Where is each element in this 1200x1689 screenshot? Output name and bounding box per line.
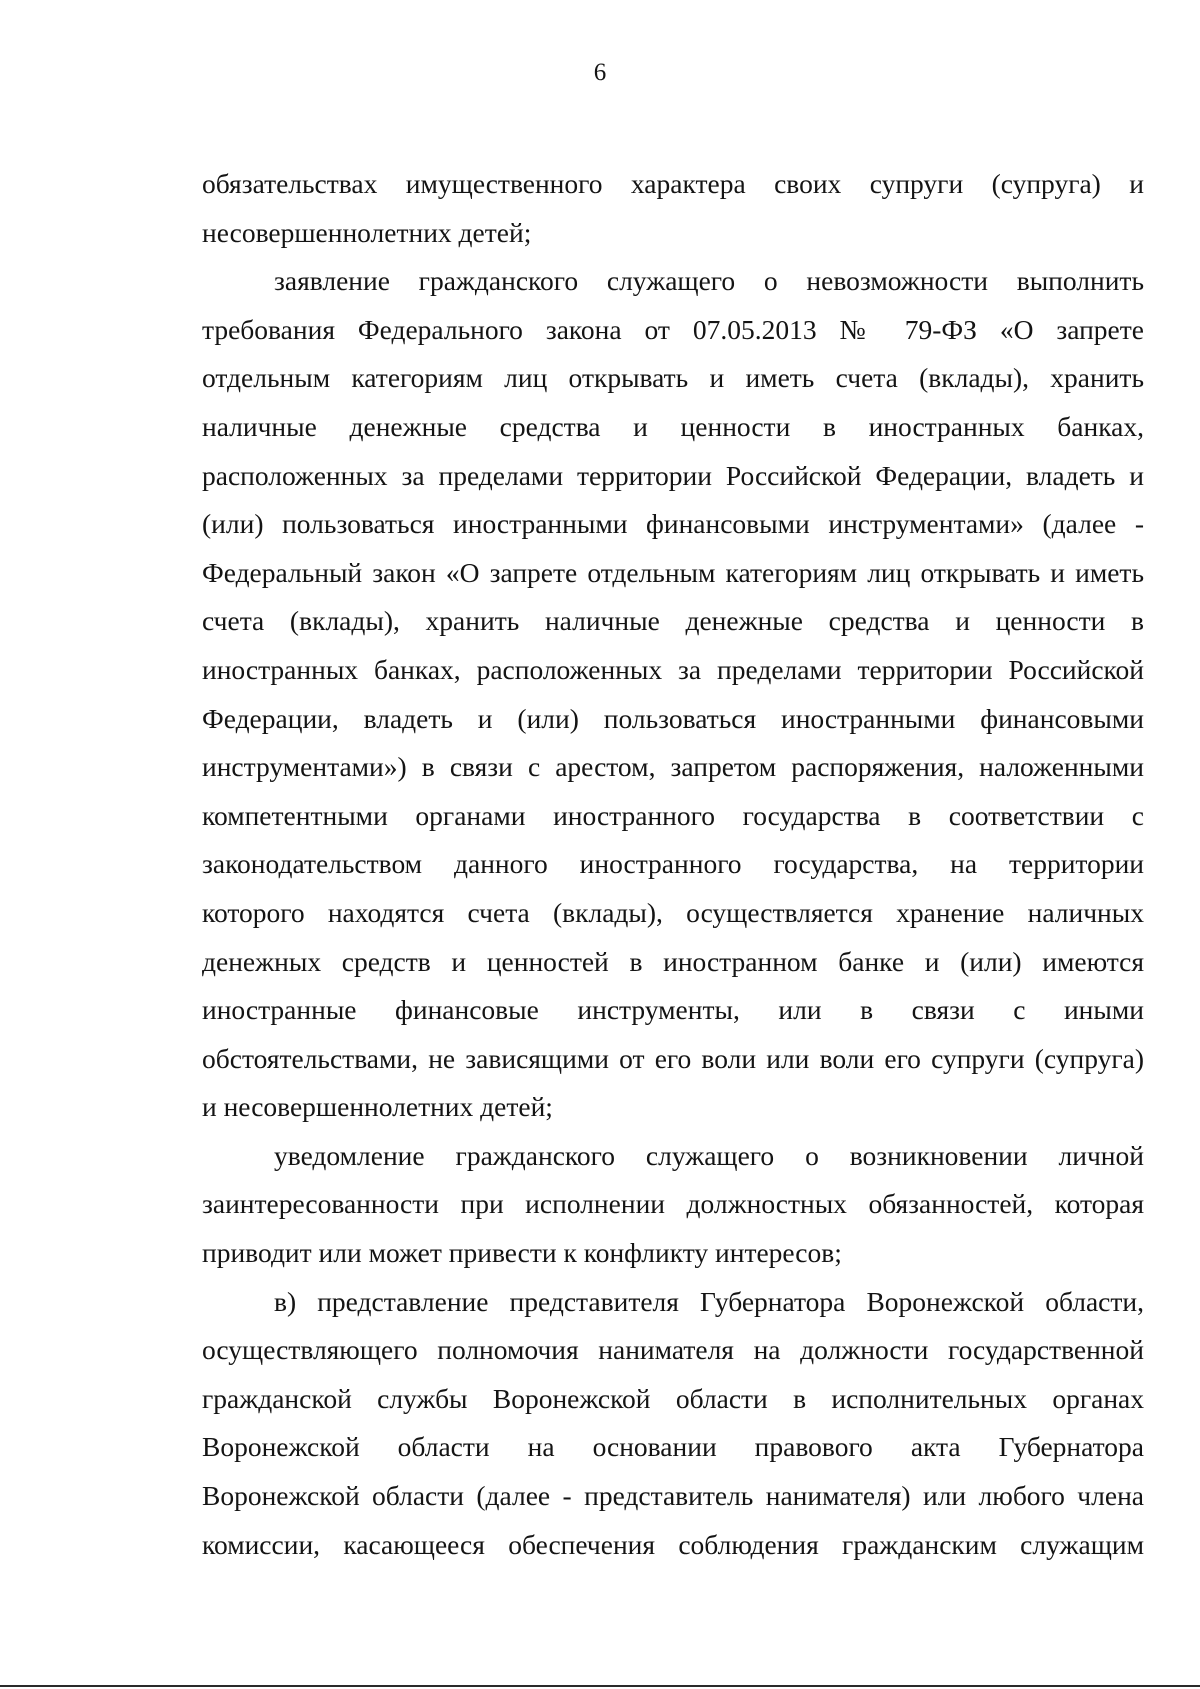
text-line: и несовершеннолетних детей; xyxy=(202,1091,553,1123)
text-line: заявление гражданского служащего о невозможности выполнить xyxy=(274,265,1144,297)
page-number: 6 xyxy=(593,59,607,86)
text-line: инструментами») в связи с арестом, запретом распоряжения, наложенными xyxy=(202,751,1144,783)
paragraph-p3 xyxy=(202,1132,1144,1278)
text-line: отдельным категориям лиц открывать и иметь счета (вклады), хранить xyxy=(202,362,1144,394)
text-line: уведомление гражданского служащего о возникновении личной xyxy=(274,1139,1144,1171)
text-line: денежных средств и ценностей в иностранном банке и (или) имеются xyxy=(202,945,1144,977)
text-line: законодательством данного иностранного государства, на территории xyxy=(202,848,1144,880)
text-line: заинтересованности при исполнении должностных обязанностей, которая xyxy=(202,1188,1144,1220)
text-line: осуществляющего полномочия нанимателя на должности государственной xyxy=(202,1334,1144,1366)
text-line: обстоятельствами, не зависящими от его воли или воли его супруги (супруга) xyxy=(202,1042,1144,1074)
text-line: иностранные финансовые инструменты, или в связи с иными xyxy=(202,994,1144,1026)
text-line: обязательствах имущественного характера своих супруги (супруга) и xyxy=(202,168,1144,199)
text-line: иностранных банках, расположенных за пределами территории Российской xyxy=(202,653,1144,685)
text-line: наличные денежные средства и ценности в иностранных банках, xyxy=(202,410,1144,442)
text-line: расположенных за пределами территории Российской Федерации, владеть и xyxy=(202,459,1144,491)
paragraph-p1 xyxy=(202,160,1144,257)
text-line: гражданской службы Воронежской области в исполнительных органах xyxy=(202,1382,1144,1414)
bottom-rule xyxy=(0,1685,1200,1687)
text-line: комиссии, касающееся обеспечения соблюдения гражданским служащим xyxy=(202,1528,1144,1560)
text-line: несовершеннолетних детей; xyxy=(202,216,532,248)
text-line: приводит или может привести к конфликту интересов; xyxy=(202,1237,842,1269)
text-line: Воронежской области на основании правового акта Губернатора xyxy=(202,1431,1144,1463)
text-line: счета (вклады), хранить наличные денежные средства и ценности в xyxy=(202,605,1144,637)
paragraph-p2 xyxy=(202,257,1144,1132)
text-line: Федерации, владеть и (или) пользоваться иностранными финансовыми xyxy=(202,702,1144,734)
text-line: Федеральный закон «О запрете отдельным категориям лиц открывать и иметь xyxy=(202,556,1144,588)
text-line: требования Федерального закона от 07.05.2013 № 79-ФЗ «О запрете xyxy=(202,313,1144,345)
text-line: Воронежской области (далее - представитель нанимателя) или любого члена xyxy=(202,1480,1144,1512)
text-line: компетентными органами иностранного государства в соответствии с xyxy=(202,799,1144,831)
paragraph-p4 xyxy=(202,1278,1144,1570)
text-line: которого находятся счета (вклады), осуществляется хранение наличных xyxy=(202,896,1144,928)
text-line: в) представление представителя Губернатора Воронежской области, xyxy=(274,1285,1144,1317)
document-body xyxy=(202,160,1144,1569)
text-line: (или) пользоваться иностранными финансовыми инструментами» (далее - xyxy=(202,508,1144,540)
